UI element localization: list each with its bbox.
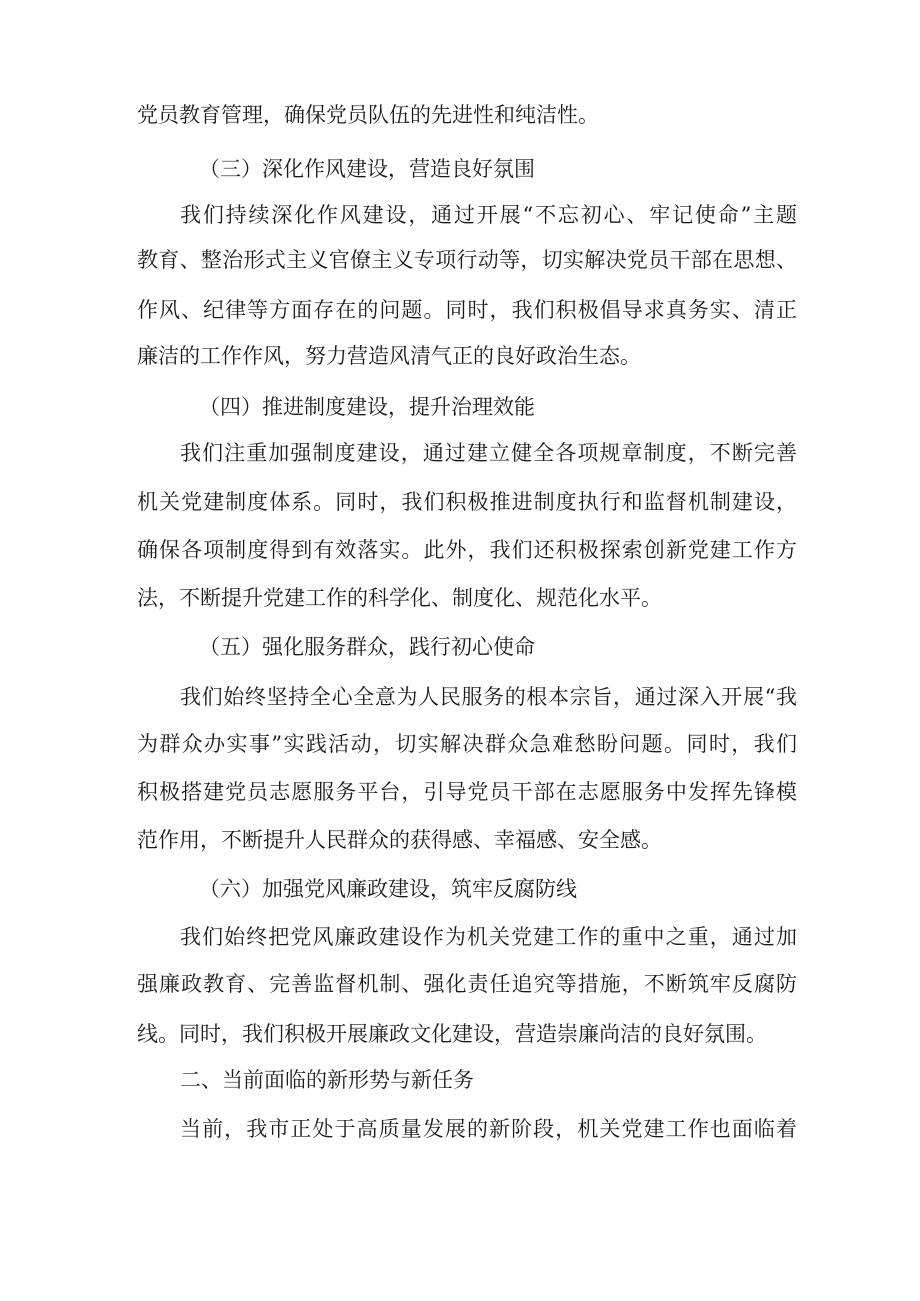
paragraph-line: 作风、纪律等方面存在的问题。同时，我们积极倡导求真务实、清正 xyxy=(137,298,797,322)
paragraph-line: 廉洁的工作作风，努力营造风清气正的良好政治生态。 xyxy=(137,344,641,368)
section-heading-3: （三）深化作风建设，营造良好氛围 xyxy=(199,157,535,181)
paragraph-line: 我们注重加强制度建设，通过建立健全各项规章制度，不断完善 xyxy=(180,441,797,465)
chapter-heading-2: 二、当前面临的新形势与新任务 xyxy=(180,1068,474,1092)
paragraph-line: 机关党建制度体系。同时，我们积极推进制度执行和监督机制建设， xyxy=(137,490,797,514)
paragraph-line: 法，不断提升党建工作的科学化、制度化、规范化水平。 xyxy=(137,586,662,610)
paragraph-line: 我们始终坚持全心全意为人民服务的根本宗旨，通过深入开展“我 xyxy=(180,685,797,709)
paragraph-line: 强廉政教育、完善监督机制、强化责任追究等措施，不断筑牢反腐防 xyxy=(137,972,797,996)
paragraph-line: 范作用，不断提升人民群众的获得感、幸福感、安全感。 xyxy=(137,828,662,852)
paragraph-line: 线。同时，我们积极开展廉政文化建设，营造崇廉尚洁的良好氛围。 xyxy=(137,1022,767,1046)
paragraph-line: 教育、整治形式主义官僚主义专项行动等，切实解决党员干部在思想、 xyxy=(137,248,797,272)
paragraph-line: 为群众办实事”实践活动，切实解决群众急难愁盼问题。同时，我们 xyxy=(137,732,797,756)
section-heading-5: （五）强化服务群众，践行初心使命 xyxy=(199,635,535,659)
paragraph-line: 我们持续深化作风建设，通过开展“不忘初心、牢记使命”主题 xyxy=(180,203,797,227)
paragraph-line: 积极搭建党员志愿服务平台，引导党员干部在志愿服务中发挥先锋模 xyxy=(137,780,797,804)
paragraph-line: 我们始终把党风廉政建设作为机关党建工作的重中之重，通过加 xyxy=(180,925,797,949)
paragraph-line: 党员教育管理，确保党员队伍的先进性和纯洁性。 xyxy=(137,103,599,127)
paragraph-line: 确保各项制度得到有效落实。此外，我们还积极探索创新党建工作方 xyxy=(137,538,797,562)
paragraph-line: 当前，我市正处于高质量发展的新阶段，机关党建工作也面临着 xyxy=(180,1117,797,1141)
section-heading-6: （六）加强党风廉政建设，筑牢反腐防线 xyxy=(199,877,577,901)
section-heading-4: （四）推进制度建设，提升治理效能 xyxy=(199,395,535,419)
